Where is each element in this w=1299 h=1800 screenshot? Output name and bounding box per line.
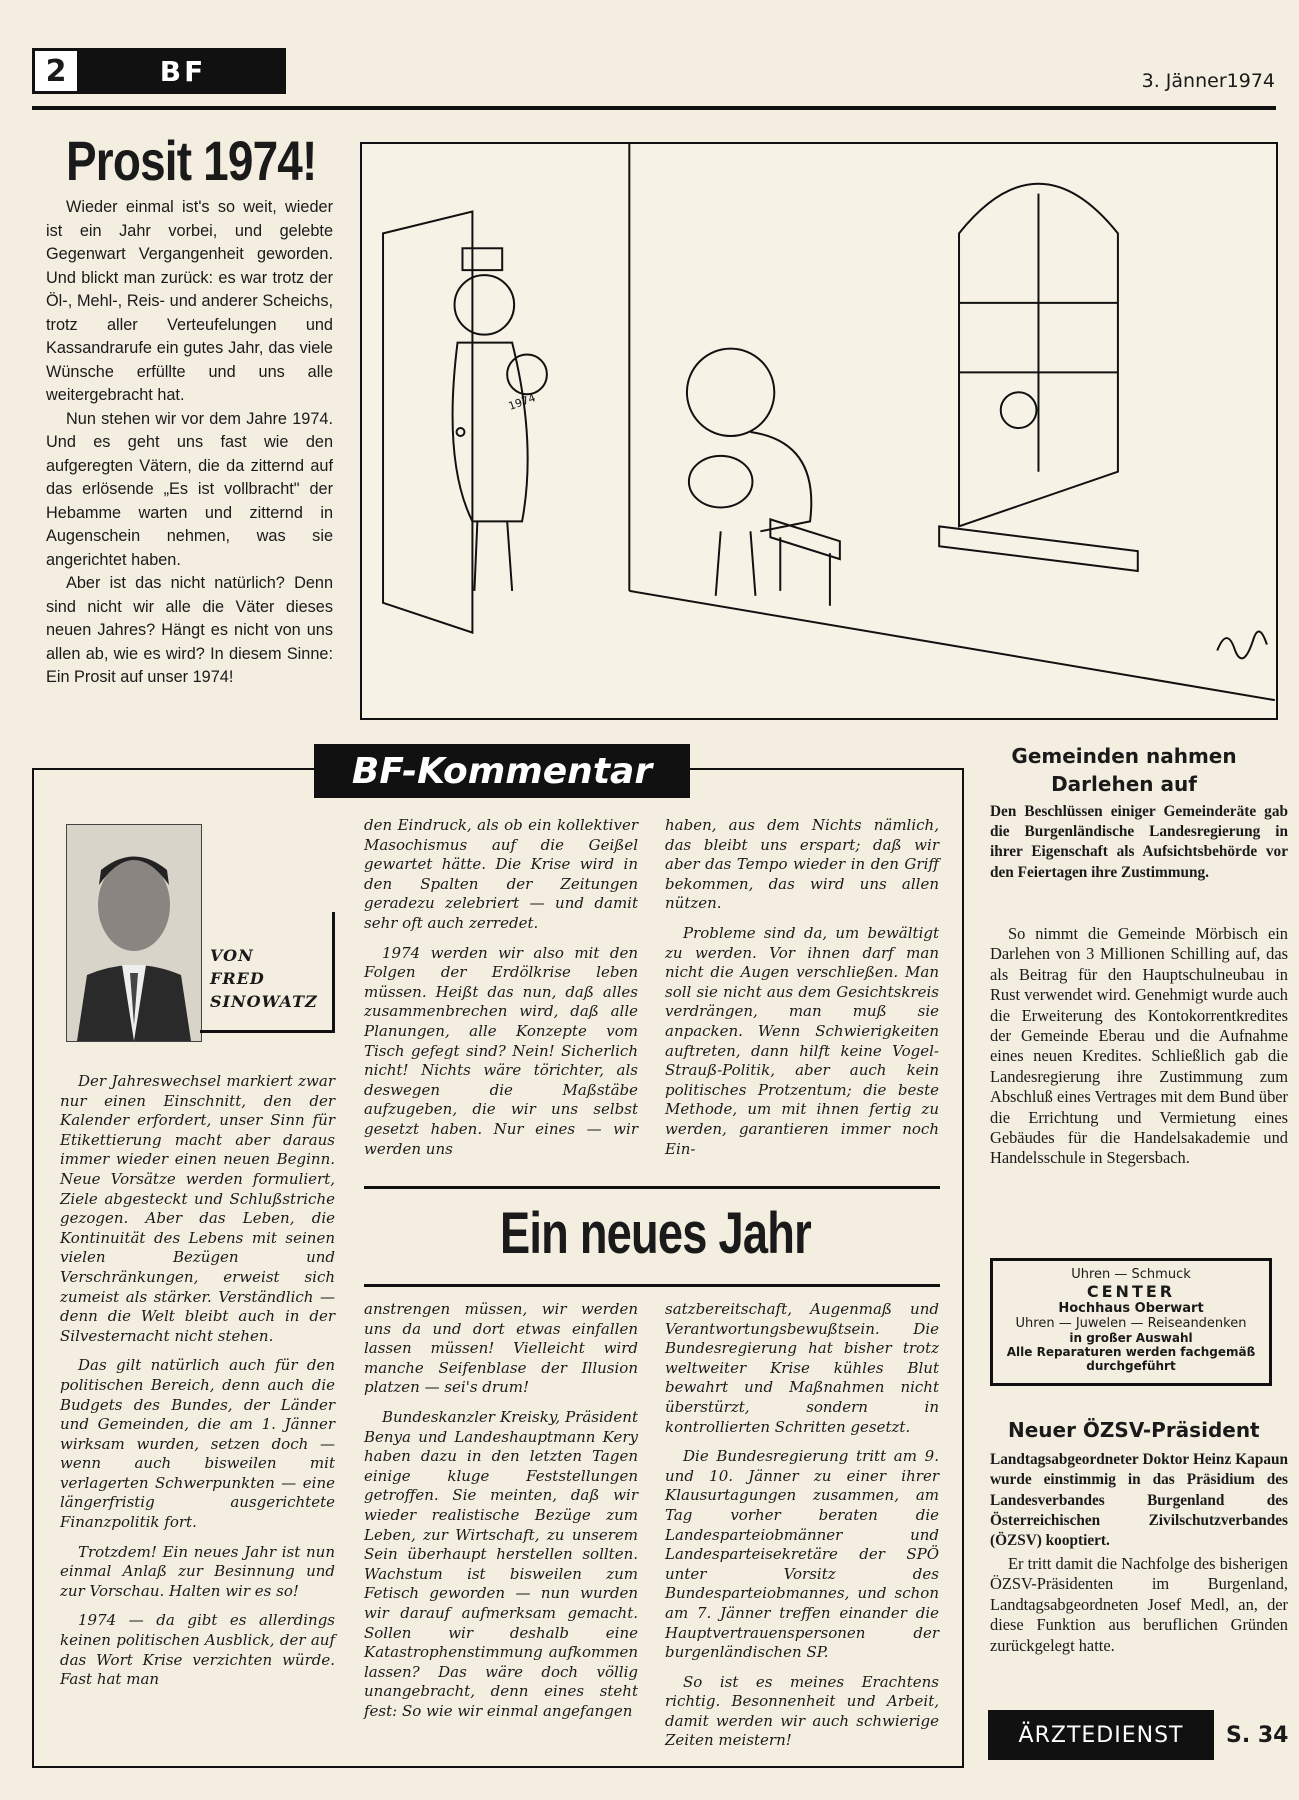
ad-line: in großer Auswahl (1069, 1331, 1193, 1345)
ad-line: Alle Reparaturen werden fachgemäß durchgeführt (1006, 1345, 1256, 1373)
gemeinden-lead: Den Beschlüssen einiger Gemeinderäte gab die Burgenländische Landesregierung in ihrer Eigenschaft als Aufsichtsbehörde vor den Feiertagen ihre Zustimmung. (990, 803, 1288, 881)
commentary-paragraph: So ist es meines Erachtens richtig. Besonnenheit und Arbeit, damit werden wir auch schwierige Zeiten meistern! (665, 1672, 939, 1750)
aerztedienst-page-ref: S. 34 (1226, 1722, 1289, 1748)
window-sill (939, 526, 1138, 571)
ad-line: Uhren — Schmuck (1071, 1267, 1191, 1282)
commentary-column-2-top (364, 816, 638, 1169)
commentary-paragraph: Der Jahreswechsel markiert zwar nur einen Einschnitt, den der Kalender erfordert, unser Sinn für Etikettierung macht aber daraus immer wieder einen neuen Beginn. Neue Vorsätze werden formuliert, Ziele abgesteckt und Schlußstriche gezogen. Aber das Leben, die Kontinuität des Lebens mit seinen vielen Bezügen und Verschränkungen, erweist sich zumeist als stärker. Verständlich — denn die Welt bleibt auch in der Silvesternacht nicht stehen. (60, 1072, 335, 1345)
commentary-paragraph: Bundeskanzler Kreisky, Präsident Benya und Landeshauptmann Kery haben dazu in den letzten Tagen einige kluge Feststellungen getroffen. Sie meinten, daß wir wieder realistische Bezüge zum Leben, zur Wirtschaft, zu unserem Sein überhaupt herstellen sollten. Wachstum ist bisweilen zum Fetisch geworden — nun wurden wir darauf aufmerksam gemacht. Sollen wir deshalb eine Katastrophenstimmung aufkommen lassen? Das wäre doch völlig unangebracht, denn eines steht fest: So wie wir einmal angefangen (364, 1407, 638, 1720)
ad-brand: CENTER (1086, 1282, 1176, 1301)
section-divider-bottom (364, 1284, 940, 1287)
ad-line: Uhren — Juwelen — Reiseandenken (1015, 1316, 1247, 1331)
portrait-drawing (67, 825, 201, 1041)
cartoon-drawing (362, 144, 1276, 718)
commentary-paragraph: anstrengen müssen, wir werden uns da und dort etwas einfallen lassen müssen! Vielleicht wird manche Seifenblase der Illusion platzen — sei's drum! (364, 1300, 638, 1397)
masthead (32, 48, 286, 94)
aerztedienst-label: ÄRZTEDIENST (988, 1710, 1214, 1760)
commentary-paragraph: Probleme sind da, um bewältigt zu werden. Vor ihnen darf man nicht die Augen verschließen. Man soll sie nicht aus dem Gesichtskreis verdrängen, man muß sie anpacken. Wenn Schwierigkeiten auftreten, dann hilft keine Vogel-Strauß-Politik, aber auch kein politisches Protzentum; die beste Methode, um mit ihnen fertig zu werden, garantieren immer noch Ein- (665, 923, 939, 1158)
nurse-figure (453, 248, 547, 591)
commentary-paragraph: haben, aus dem Nichts nämlich, das bleibt uns erspart; daß wir aber das Tempo wieder in den Griff bekommen, das wird uns allen nützen. (665, 816, 939, 913)
publication-name: BF (80, 48, 286, 94)
section-divider-top (364, 1186, 940, 1189)
commentary-paragraph: den Eindruck, als ob ein kollektiver Masochismus auf die Geißel gewartet hätte. Die Krise wird in den Spalten der Zeitungen geradezu zelebriert — und damit sehr oft auch zerredet. (364, 816, 638, 932)
gemeinden-headline: Gemeinden nahmen Darlehen auf (1011, 744, 1237, 796)
author-photo (66, 824, 202, 1042)
prosit-paragraph: Aber ist das nicht natürlich? Denn sind nicht wir alle die Väter dieses neuen Jahres? Hängt es nicht von uns allen ab, wie es wird? In diesem Sinne: Ein Prosit auf unser 1974! (46, 574, 333, 686)
face-at-window (1001, 392, 1037, 428)
commentary-paragraph: Trotzdem! Ein neues Jahr ist nun einmal Anlaß zur Besinnung und zur Vorschau. Halten wir es so! (60, 1542, 335, 1600)
father-figure (687, 349, 811, 596)
commentary-paragraph: Das gilt natürlich auch für den politischen Bereich, denn auch die Budgets des Bundes, der Länder und Gemeinden, die am 1. Jänner wirksam wurden, setzen doch — wenn auch bisweilen mit verlagerten Schwerpunkten — eine längerfristig ausgerichtete Finanzpolitik fort. (60, 1356, 335, 1532)
ad-line: Hochhaus Oberwart (1058, 1301, 1204, 1316)
commentary-paragraph: satzbereitschaft, Augenmaß und Verantwortungsbewußtsein. Die Bundesregierung hat bisher trotz weltweiter Krise kühles Blut bewahrt und Maßnahmen nicht überstürzt, sondern in kontrollierten Schritten gesetzt. (665, 1300, 939, 1436)
gemeinden-paragraph: So nimmt die Gemeinde Mörbisch ein Darlehen von 3 Millionen Schilling auf, das als Beitrag für den Hauptschulneubau in Rust verwendet wird. Genehmigt wurde auch die Erweiterung des Kontokorrentkredites der Gemeinde Eberau und die Aufnahme eines neuen Kredites. Schließlich gab die Landesregierung ihre Zustimmung zum Abschluß eines Vertrages mit dem Bund über die Errichtung und Vermietung eines Gebäudes für die Handelsakademie und Handelsschule in Stegersbach. (990, 924, 1288, 1168)
author-byline (210, 944, 318, 1013)
commentary-paragraph: Die Bundesregierung tritt am 9. und 10. Jänner zu einer ihrer Klausurtagungen zusammen, am Tag vorher beraten die Landesparteiobmänner und Landesparteisekretäre der SPÖ unter Vorsitz des Bundesparteiobmannes, und schon am 7. Jänner treffen einander die Hauptvertrauenspersonen der burgenländischen SP. (665, 1447, 939, 1662)
oezsv-body (990, 1554, 1288, 1656)
new-year-cartoon (360, 142, 1278, 720)
prosit-article (46, 196, 333, 690)
jeweler-advertisement (990, 1258, 1272, 1386)
artist-signature (1217, 632, 1267, 659)
commentary-column-3-top (665, 816, 939, 1169)
issue-date: 3. Jänner1974 (1141, 70, 1275, 92)
prosit-paragraph: Nun stehen wir vor dem Jahre 1974. Und es geht uns fast wie den aufgeregten Vätern, die da zitternd auf das erlösende „Es ist vollbracht" der Hebamme warten und zitternd in Augenschein nehmen, was sie angerichtet haben. (46, 409, 333, 569)
page-number: 2 (32, 48, 80, 94)
byline-line: VON (210, 946, 254, 965)
byline-line: FRED (210, 969, 265, 988)
floor-line (629, 591, 1275, 700)
commentary-label: BF-Kommentar (314, 744, 690, 798)
commentary-column-2-bottom (364, 1300, 638, 1731)
commentary-paragraph: 1974 — da gibt es allerdings keinen politischen Ausblick, der auf das Wort Krise verzichten würde. Fast hat man (60, 1611, 335, 1689)
oezsv-lead: Landtagsabgeordneter Doktor Heinz Kapaun wurde einstimmig in das Präsidium des Landesverbandes Burgenland des Österreichischen Zivilschutzverbandes (ÖZSV) kooptiert. (990, 1451, 1288, 1550)
commentary-column-1 (60, 1072, 335, 1700)
gemeinden-body (990, 924, 1288, 1169)
prosit-headline: Prosit 1974! (66, 129, 317, 192)
byline-line: SINOWATZ (210, 992, 318, 1011)
commentary-paragraph: 1974 werden wir also mit den Folgen der Erdölkrise leben müssen. Heißt das nun, daß alles zusammenbrechen wird, daß alle Planungen, alle Konzepte vom Tisch gefegt sind? Nein! Sicherlich nicht! Nichts wäre törichter, als deswegen die Maßstäbe aufzugeben, die wir uns selbst gesetzt haben. Nur eines — wir werden uns (364, 943, 638, 1158)
baby-label: 1974 (506, 391, 538, 413)
open-door (383, 212, 472, 633)
prosit-paragraph: Wieder einmal ist's so weit, wieder ist ein Jahr vorbei, und gelebte Gegenwart Vergangenheit geworden. Und blickt man zurück: es war trotz der Öl-, Mehl-, Reis- und anderer Scheichs, trotz aller Verteufelungen und Kassandrarufe ein gutes Jahr, das viele Wünsche erfüllte und uns alle weitergebracht hat. (46, 198, 333, 404)
oezsv-paragraph: Er tritt damit die Nachfolge des bisherigen ÖZSV-Präsidenten im Burgenland, Landtagsabgeordneten Josef Medl, an, der diese Funktion aus beruflichen Gründen zurückgelegt hatte. (990, 1554, 1288, 1655)
commentary-column-3-bottom (665, 1300, 939, 1761)
oezsv-headline: Neuer ÖZSV-Präsident (1008, 1418, 1260, 1442)
header-rule (32, 106, 1276, 110)
door-knob (457, 428, 465, 436)
subsection-headline: Ein neues Jahr (500, 1201, 811, 1266)
